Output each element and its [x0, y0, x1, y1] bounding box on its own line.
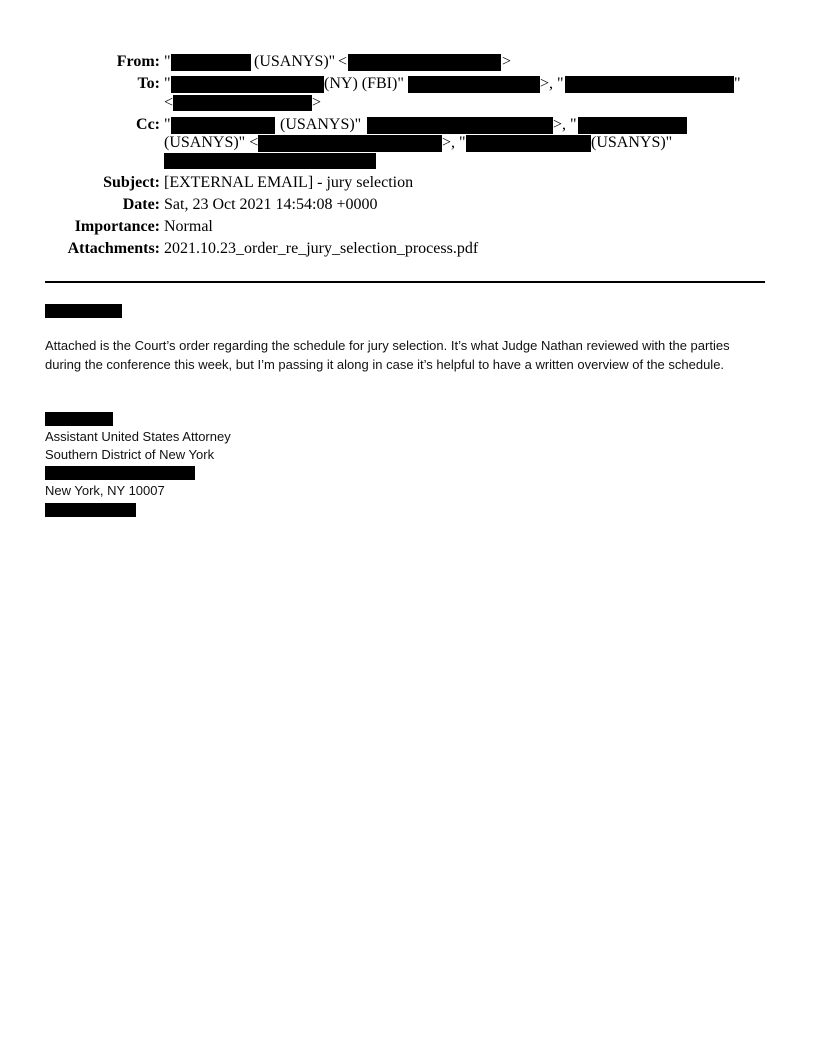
- to-separator: >, ": [540, 75, 564, 92]
- importance-row: [0, 217, 816, 237]
- date-row: [0, 195, 816, 215]
- redaction-box: [164, 153, 376, 169]
- subject-value: [EXTERNAL EMAIL] - jury selection: [164, 174, 414, 191]
- from-gt: >: [502, 53, 512, 70]
- redaction-box: [367, 117, 553, 134]
- subject-label: Subject:: [103, 174, 160, 191]
- redaction-box: [578, 117, 687, 134]
- subject-row: [0, 173, 816, 193]
- date-value: Sat, 23 Oct 2021 14:54:08 +0000: [164, 196, 378, 213]
- header-divider: [45, 281, 765, 283]
- attachments-row: [0, 239, 816, 259]
- message-line: Attached is the Court’s order regarding the schedule for jury selection. It’s what Judge Nathan reviewed with the parties: [45, 338, 730, 353]
- signature-title: Assistant United States Attorney: [45, 429, 231, 444]
- from-agency: (USANYS)": [254, 53, 336, 70]
- redaction-box: [565, 76, 734, 93]
- redaction-box: [171, 117, 275, 134]
- signature-office: Southern District of New York: [45, 447, 215, 462]
- cc-agency-1: (USANYS)": [280, 116, 362, 133]
- redaction-box: [258, 135, 442, 152]
- to-label: To:: [137, 75, 160, 92]
- message-line: during the conference this week, but I’m passing it along in case it’s helpful to have a written overview of the schedule.: [45, 357, 725, 372]
- redaction-box: [466, 135, 591, 152]
- redaction-box: [173, 95, 312, 111]
- cc-label: Cc:: [136, 116, 160, 133]
- cc-separator-2: >, ": [442, 134, 466, 151]
- date-label: Date:: [122, 196, 160, 213]
- cc-quote: ": [164, 116, 171, 133]
- to-row-continued: [0, 93, 816, 113]
- greeting-redaction: [45, 304, 122, 318]
- signature-name-redaction: [45, 412, 113, 426]
- cc-separator-1: >, ": [553, 116, 577, 133]
- to-quote-close: ": [734, 75, 741, 92]
- redaction-box: [171, 76, 324, 93]
- from-quote: ": [164, 53, 171, 70]
- importance-label: Importance:: [74, 218, 160, 235]
- redaction-box: [408, 76, 540, 93]
- cc-agency-3: (USANYS)": [591, 134, 673, 151]
- message-paragraph: [45, 336, 775, 374]
- to-quote: ": [164, 75, 171, 92]
- importance-value: Normal: [164, 218, 213, 235]
- attachments-label: Attachments:: [67, 240, 160, 257]
- from-label: From:: [116, 53, 160, 70]
- redaction-box: [348, 54, 501, 71]
- redaction-box: [171, 54, 251, 71]
- signature-city: New York, NY 10007: [45, 483, 165, 498]
- attachment-link[interactable]: 2021.10.23_order_re_jury_selection_process.pdf: [164, 240, 479, 257]
- signature-address-redaction: [45, 466, 195, 480]
- to-lt: <: [164, 94, 174, 111]
- from-lt: <: [338, 53, 348, 70]
- signature-phone-redaction: [45, 503, 136, 517]
- to-gt: >: [312, 94, 322, 111]
- to-agency: (NY) (FBI)": [324, 75, 404, 92]
- cc-agency-2: (USANYS)" <: [164, 134, 259, 151]
